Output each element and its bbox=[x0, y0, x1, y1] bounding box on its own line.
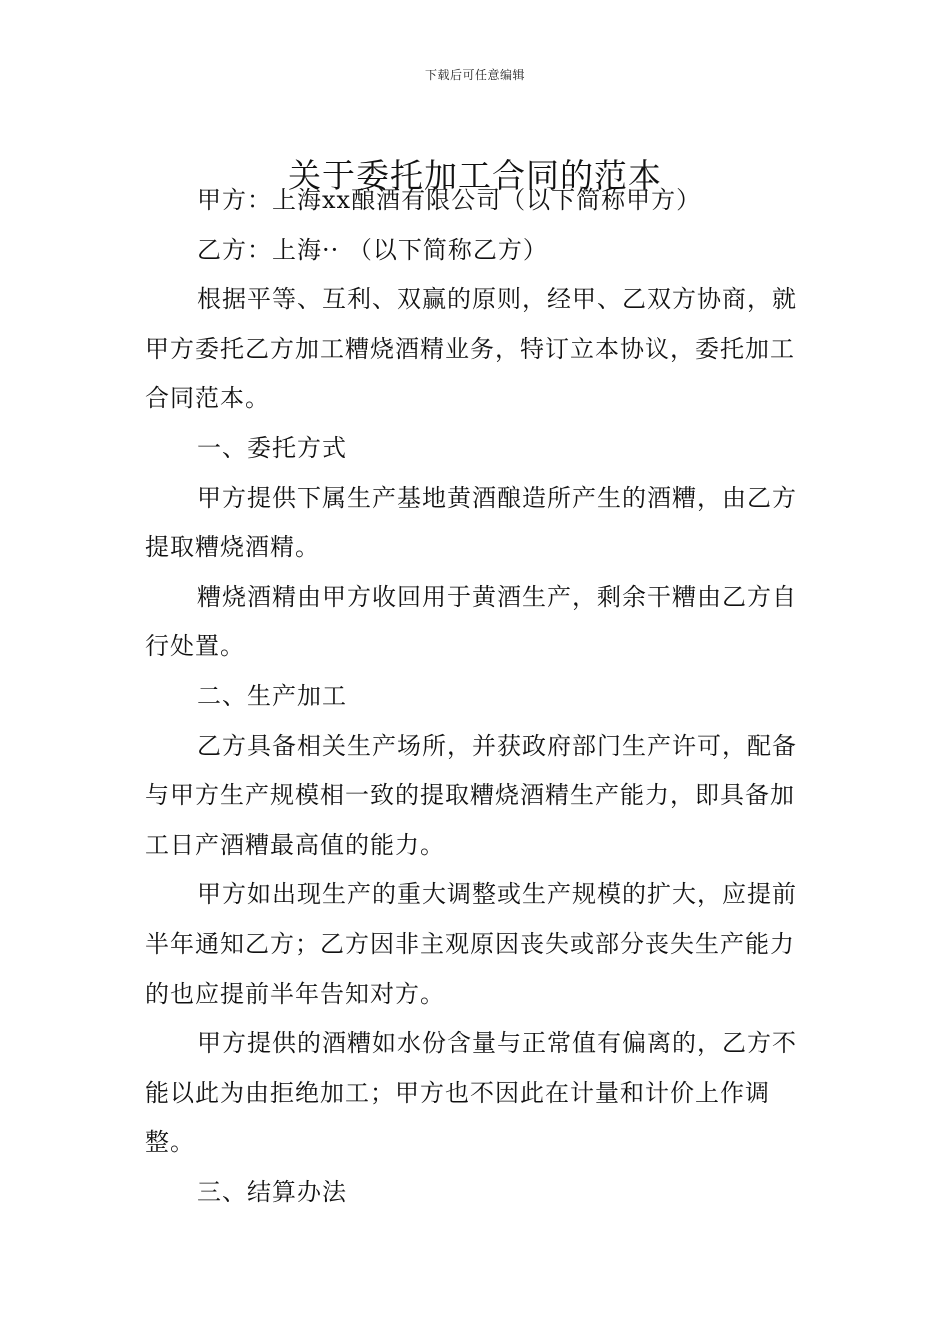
document-body bbox=[145, 176, 805, 1217]
header-note: 下载后可任意编辑 bbox=[424, 68, 525, 82]
party-a-line: 甲方：上海xx酿酒有限公司（以下简称甲方） bbox=[197, 186, 702, 214]
section-1-paragraph-1: 甲方提供下属生产基地黄酒酿造所产生的酒糟，由乙方提取糟烧酒精。 bbox=[145, 483, 797, 562]
section-2-paragraph-2: 甲方如出现生产的重大调整或生产规模的扩大，应提前半年通知乙方；乙方因非主观原因丧失或部分丧失生产能力的也应提前半年告知对方。 bbox=[145, 880, 797, 1008]
intro-paragraph: 根据平等、互利、双赢的原则，经甲、乙双方协商，就甲方委托乙方加工糟烧酒精业务，特订立本协议，委托加工合同范本。 bbox=[145, 285, 797, 413]
document-title: 关于委托加工合同的范本 bbox=[288, 156, 662, 196]
section-2-paragraph-1: 乙方具备相关生产场所，并获政府部门生产许可，配备与甲方生产规模相一致的提取糟烧酒精生产能力，即具备加工日产酒糟最高值的能力。 bbox=[145, 731, 797, 859]
section-2-heading: 二、生产加工 bbox=[197, 681, 347, 710]
section-2-paragraph-3: 甲方提供的酒糟如水份含量与正常值有偏离的，乙方不能以此为由拒绝加工；甲方也不因此在计量和计价上作调整。 bbox=[145, 1029, 797, 1157]
section-1-paragraph-2: 糟烧酒精由甲方收回用于黄酒生产，剩余干糟由乙方自行处置。 bbox=[145, 582, 797, 661]
party-b-line: 乙方：上海·· （以下简称乙方） bbox=[197, 235, 548, 264]
section-3-heading: 三、结算办法 bbox=[197, 1177, 347, 1206]
section-1-heading: 一、委托方式 bbox=[197, 433, 347, 462]
